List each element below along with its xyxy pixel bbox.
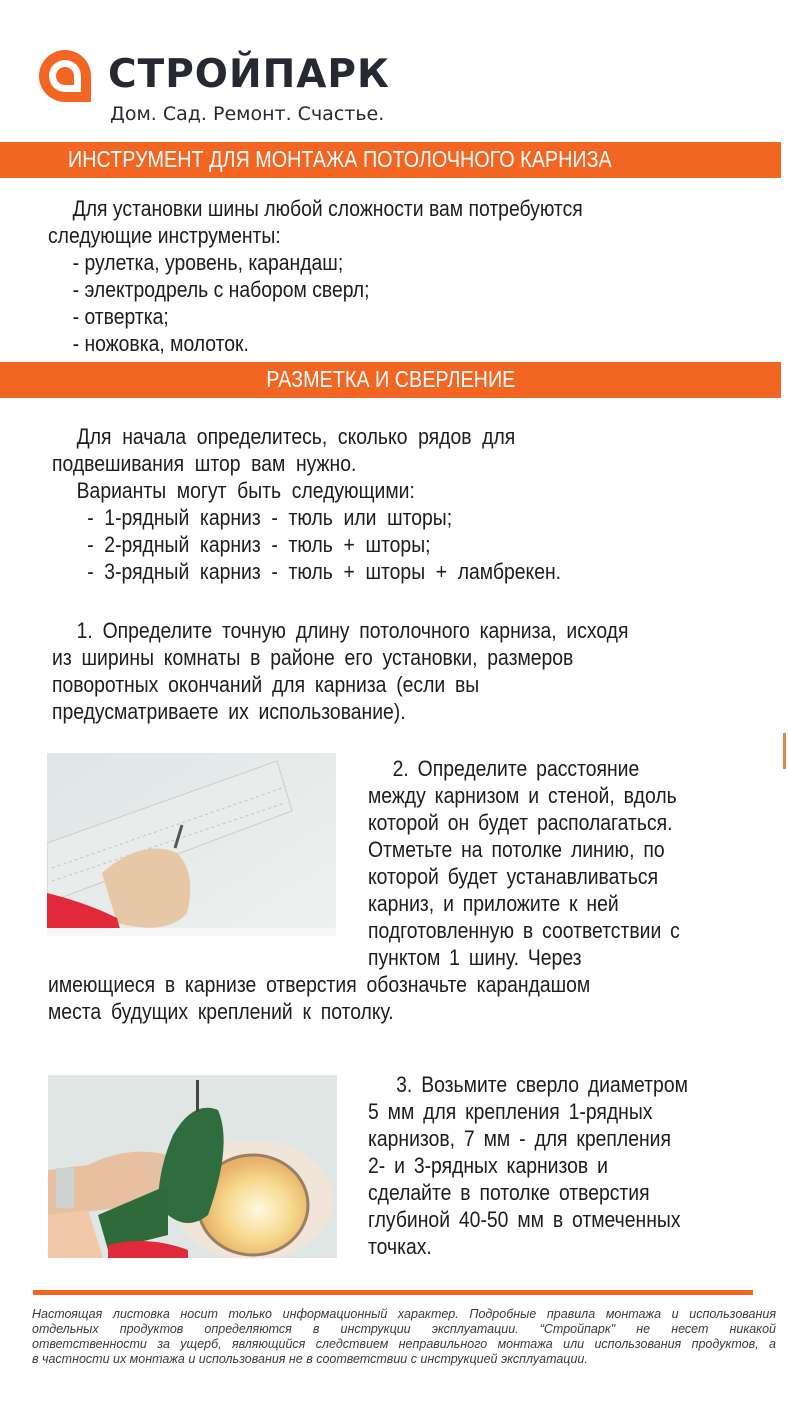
tools-intro-line: следующие инструменты: [48,223,281,248]
step-3-line: точках. [368,1234,432,1259]
step-3-line: карнизов, 7 мм - для крепления [368,1126,671,1151]
step-1 [52,617,707,725]
tools-list-item: - ножовка, молоток. [72,331,249,356]
step-2 [368,755,722,971]
step-2-line: которой будет устанавливаться [368,864,659,889]
variant-item: - 3-рядный карниз - тюль + шторы + ламбрекен. [87,559,562,584]
disclaimer-line: в частности их монтажа и использования не в соответствии с инструкцией эксплуатации. [32,1352,588,1366]
marking-intro-line: подвешивания штор вам нужно. [52,451,357,476]
step-2-line: подготовленную в соответствии с [368,918,680,943]
step-1-line: предусматриваете их использование). [52,699,406,724]
step-1-line: из ширины комнаты в районе его установки, размеров [52,645,574,670]
variants-label: Варианты могут быть следующими: [76,478,415,503]
variant-item: - 1-рядный карниз - тюль или шторы; [87,505,453,530]
brand-tagline: Дом. Сад. Ремонт. Счастье. [110,103,385,125]
step-2-line: пунктом 1 шину. Через [368,945,582,970]
marking-intro [52,423,630,585]
step-1-line: 1. Определите точную длину потолочного карниза, исходя [76,618,629,643]
tools-paragraph [48,195,656,357]
tools-intro-line: Для установки шины любой сложности вам потребуются [72,196,583,221]
variant-item: - 2-рядный карниз - тюль + шторы; [87,532,431,557]
tools-list-item: - электродрель с набором сверл; [72,277,370,302]
footer-divider [33,1290,753,1295]
tools-list-item: - рулетка, уровень, карандаш; [72,250,344,275]
marking-intro-line: Для начала определитесь, сколько рядов для [76,424,516,449]
step-2-line: 2. Определите расстояние [392,756,640,781]
step-2-line: которой он будет располагаться. [368,810,673,835]
step-3-line: сделайте в потолке отверстия [368,1180,650,1205]
step-3 [368,1071,732,1260]
edge-mark [783,733,786,769]
step-2-line: Отметьте на потолке линию, по [368,837,665,862]
step-1-line: поворотных окончаний для карниза (если вы [52,672,480,697]
section-banner-marking [0,362,781,398]
logo-pin-icon [36,47,94,105]
step-2-line: между карнизом и стеной, вдоль [368,783,677,808]
section-title: РАЗМЕТКА И СВЕРЛЕНИЕ [265,366,516,392]
step-3-line: 2- и 3-рядных карнизов и [368,1153,608,1178]
step-2-line: карниз, и приложите к ней [368,891,619,916]
step-3-line: глубиной 40-50 мм в отмеченных [368,1207,681,1232]
step-3-line: 3. Возьмите сверло диаметром [396,1072,688,1097]
step-2-tail-line: места будущих креплений к потолку. [48,999,394,1024]
step-3-photo [48,1075,337,1258]
step-2-photo [47,753,336,936]
step-2-tail-line: имеющиеся в карнизе отверстия обозначьте карандашом [48,972,591,997]
disclaimer-line: ответственности за ущерб, являющийся следствием неправильного монтажа или использования продуктов, а [32,1337,776,1351]
section-banner-tools [0,142,781,178]
disclaimer-line: отдельных продуктов определяются в инструкции эксплуатации. “Стройпарк" не несет никакой [32,1322,776,1336]
step-3-line: 5 мм для крепления 1-рядных [368,1099,653,1124]
step-2-tail [48,971,664,1025]
disclaimer [32,1307,776,1367]
tools-list-item: - отвертка; [72,304,169,329]
disclaimer-line: Настоящая листовка носит только информационный характер. Подробные правила монтажа и использования [32,1307,776,1321]
section-title: ИНСТРУМЕНТ ДЛЯ МОНТАЖА ПОТОЛОЧНОГО КАРНИЗА [68,146,612,172]
brand-name: СТРОЙПАРК [108,52,390,97]
